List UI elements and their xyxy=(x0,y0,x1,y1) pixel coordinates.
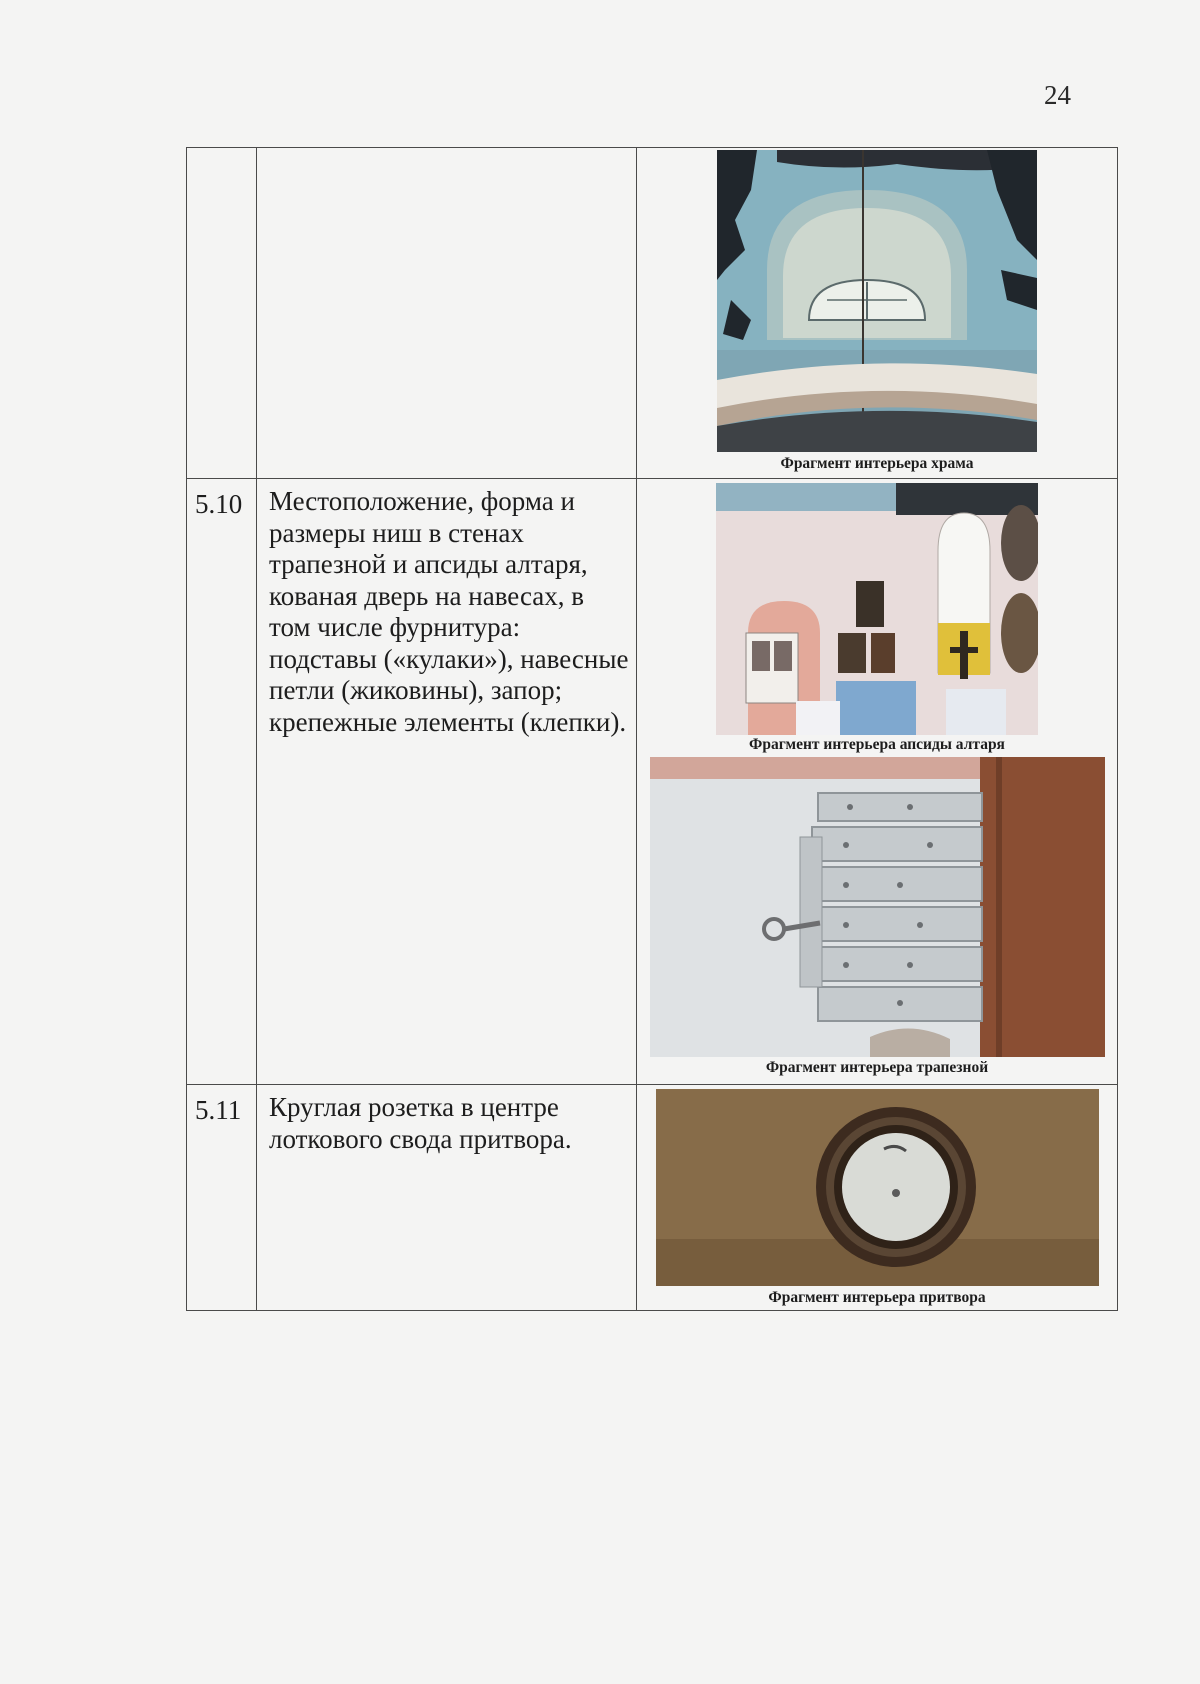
row-photo-cell xyxy=(637,148,1118,479)
row-number: 5.11 xyxy=(195,1095,242,1125)
row-description: Местоположение, форма и размеры ниш в стенах трапезной и апсиды алтаря, кованая дверь на навесах, в том числе фурнитура: подставы («кулаки»), навесные петли (жиковины), запор; крепежные элементы (клепки). xyxy=(269,486,629,737)
table-row xyxy=(187,148,1118,479)
photo-caption: Фрагмент интерьера апсиды алтаря xyxy=(749,736,1005,753)
row-photo-cell xyxy=(637,1085,1118,1311)
table-row xyxy=(187,1085,1118,1311)
row-description: Круглая розетка в центре лоткового свода притвора. xyxy=(269,1092,572,1154)
page-number: 24 xyxy=(1044,80,1071,110)
photo-altar-apse xyxy=(716,483,1038,735)
photo-forged-door xyxy=(650,757,1105,1057)
row-photo-cell xyxy=(637,479,1118,1085)
row-description-cell xyxy=(257,148,637,479)
photo-dome-interior xyxy=(717,150,1037,452)
row-description xyxy=(257,148,636,155)
photo-caption: Фрагмент интерьера храма xyxy=(780,455,974,472)
row-description-cell xyxy=(257,479,637,1085)
table-row xyxy=(187,479,1118,1085)
heritage-elements-table xyxy=(186,147,1118,1311)
row-number xyxy=(187,148,256,158)
row-number-cell xyxy=(187,1085,257,1311)
photo-round-rosette xyxy=(656,1089,1099,1286)
photo-caption: Фрагмент интерьера трапезной xyxy=(765,1059,989,1076)
row-number-cell xyxy=(187,148,257,479)
photo-caption: Фрагмент интерьера притвора xyxy=(768,1289,986,1306)
row-number-cell xyxy=(187,479,257,1085)
row-number: 5.10 xyxy=(195,489,243,519)
row-description-cell xyxy=(257,1085,637,1311)
